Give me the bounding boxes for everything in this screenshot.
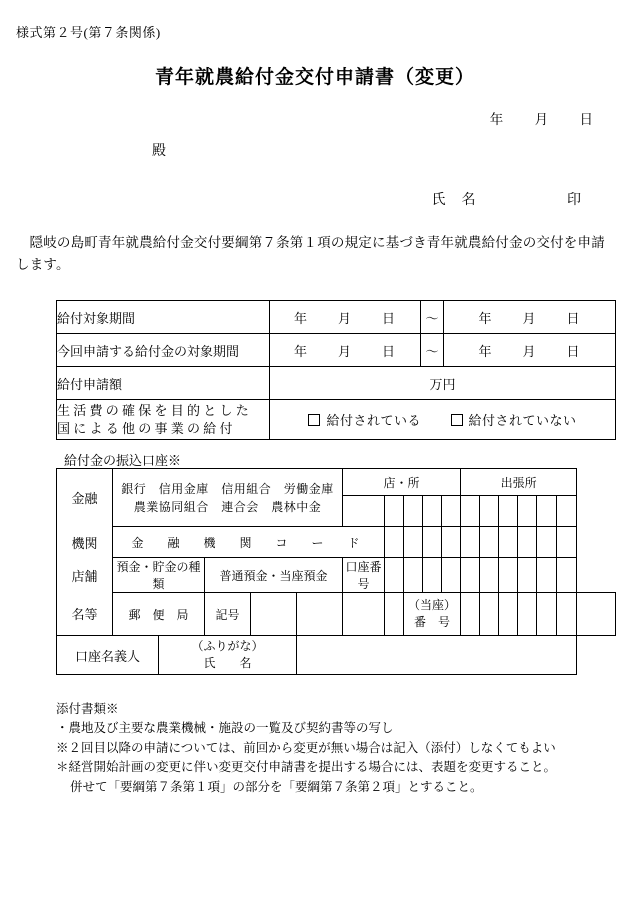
bank-vertical-label-3 xyxy=(57,558,113,593)
page-title: 青年就農給付金交付申請書（変更） xyxy=(154,67,475,88)
deposit-kind-label: 預金・貯金の種類 xyxy=(113,558,205,593)
application-statement: 隠岐の島町青年就農給付金交付要綱第７条第１項の規定に基づき青年就農給付金の交付を申請します。 xyxy=(16,235,605,272)
checkbox-granted[interactable] xyxy=(308,414,320,426)
other-benefit-options xyxy=(270,400,616,440)
to-month: 月 xyxy=(522,343,537,359)
symbol-cell[interactable] xyxy=(251,593,297,636)
toza-number-cell[interactable] xyxy=(518,593,537,636)
account-no-cell[interactable] xyxy=(461,558,480,593)
symbol-cell[interactable] xyxy=(297,593,343,636)
bank-vertical-label-2 xyxy=(57,527,113,558)
bank-label-kikan: 機関 xyxy=(71,535,98,551)
branch-office-cell[interactable] xyxy=(518,496,537,527)
table-row xyxy=(57,593,616,636)
to-day: 日 xyxy=(566,343,581,359)
label-granted: 給付されている xyxy=(326,413,421,429)
row-label-amount: 給付申請額 xyxy=(57,367,270,400)
branch-cell[interactable] xyxy=(385,496,404,527)
addressee-label: 殿 xyxy=(152,144,166,159)
bank-code-cell[interactable] xyxy=(557,527,577,558)
toza-number-cell[interactable] xyxy=(577,593,616,636)
branch-cell[interactable] xyxy=(442,496,461,527)
bank-account-table xyxy=(56,468,616,675)
toza-line1: （当座） xyxy=(408,597,457,612)
toza-number-cell[interactable] xyxy=(480,593,499,636)
to-day: 日 xyxy=(566,310,581,326)
notes-section xyxy=(56,700,622,797)
account-no-cell[interactable] xyxy=(385,558,404,593)
bank-code-cell[interactable] xyxy=(499,527,518,558)
to-year: 年 xyxy=(478,310,493,326)
table-row xyxy=(57,367,616,400)
account-no-cell[interactable] xyxy=(499,558,518,593)
bank-label-kinyu: 金融 xyxy=(71,491,98,507)
table-row xyxy=(57,527,616,558)
name-label: 氏 名 xyxy=(431,193,477,208)
checkbox-not-granted[interactable] xyxy=(451,414,463,426)
holder-label: 口座名義人 xyxy=(57,636,159,675)
toza-number-cell[interactable] xyxy=(537,593,557,636)
from-month: 月 xyxy=(337,310,352,326)
post-office-label: 郵 便 局 xyxy=(113,593,205,636)
holder-name-text: 氏 名 xyxy=(203,656,252,670)
to-year: 年 xyxy=(478,343,493,359)
from-day: 日 xyxy=(382,343,397,359)
branch-office-cell[interactable] xyxy=(480,496,499,527)
account-no-cell[interactable] xyxy=(557,558,577,593)
toza-number-cell[interactable] xyxy=(557,593,577,636)
row-label-current-period: 今回申請する給付金の対象期間 xyxy=(57,334,270,367)
bank-code-cell[interactable] xyxy=(385,527,404,558)
bank-kinds-line1: 銀行 信用金庫 信用組合 労働金庫 xyxy=(121,481,334,496)
branch-cell[interactable] xyxy=(404,496,423,527)
bank-vertical-label-1 xyxy=(57,469,113,527)
bank-code-cell[interactable] xyxy=(442,527,461,558)
account-no-cell[interactable] xyxy=(518,558,537,593)
notes-line-4: 併せて「要綱第７条第１項」の部分を「要綱第７条第２項」とすること。 xyxy=(70,779,483,794)
from-year: 年 xyxy=(293,343,308,359)
toza-number-cell[interactable] xyxy=(461,593,480,636)
amount-value: 万円 xyxy=(270,367,616,400)
table-row xyxy=(57,558,616,593)
toza-line2: 番 号 xyxy=(414,615,451,629)
form-number: 様式第２号(第７条関係) xyxy=(16,25,161,40)
branch-office-header: 出張所 xyxy=(461,469,577,496)
bank-label-meito: 名等 xyxy=(71,607,98,623)
bank-vertical-label-4 xyxy=(57,593,113,636)
date-year: 年 xyxy=(489,112,505,127)
notes-line-3: ＊経営開始計画の変更に伴い変更交付申請書を提出する場合には、表題を変更すること。 xyxy=(56,760,557,775)
table-row xyxy=(57,400,616,440)
row-label-other-benefit xyxy=(57,400,270,440)
account-no-cell[interactable] xyxy=(537,558,557,593)
target-period-to xyxy=(444,301,616,334)
bank-kinds-line2: 農業協同組合 連合会 農林中金 xyxy=(133,499,322,514)
symbol-cell[interactable] xyxy=(385,593,404,636)
toza-number-label xyxy=(404,593,461,636)
symbol-cell[interactable] xyxy=(343,593,385,636)
branch-office-cell[interactable] xyxy=(537,496,557,527)
row-label-target-period: 給付対象期間 xyxy=(57,301,270,334)
current-period-to xyxy=(444,334,616,367)
other-benefit-line1: 生 活 費 の 確 保 を 目 的 と し た xyxy=(57,403,249,418)
bank-code-cell[interactable] xyxy=(423,527,442,558)
account-no-cell[interactable] xyxy=(480,558,499,593)
from-day: 日 xyxy=(382,310,397,326)
symbol-label: 記号 xyxy=(205,593,251,636)
branch-office-cell[interactable] xyxy=(461,496,480,527)
seal-label: 印 xyxy=(567,193,582,208)
date-day: 日 xyxy=(579,112,594,127)
bank-code-cell[interactable] xyxy=(518,527,537,558)
application-details-table xyxy=(56,300,616,440)
bank-label-tenpo: 店舗 xyxy=(71,568,98,584)
table-row xyxy=(57,334,616,367)
label-not-granted: 給付されていない xyxy=(468,413,577,429)
branch-cell[interactable] xyxy=(343,496,385,527)
applicant-name-line xyxy=(0,189,630,209)
account-no-cell[interactable] xyxy=(442,558,461,593)
bank-code-label: 金 融 機 関 コ ー ド xyxy=(113,527,385,558)
account-no-cell[interactable] xyxy=(404,558,423,593)
bank-code-cell[interactable] xyxy=(537,527,557,558)
table-row xyxy=(57,469,616,496)
branch-cell[interactable] xyxy=(423,496,442,527)
from-month: 月 xyxy=(337,343,352,359)
date-line xyxy=(0,108,630,128)
from-year: 年 xyxy=(293,310,308,326)
notes-title: 添付書類※ xyxy=(56,702,119,716)
bank-kind-list xyxy=(113,469,343,527)
bank-code-cell[interactable] xyxy=(461,527,480,558)
period-tilde: 〜 xyxy=(421,301,444,334)
bank-section-caption: 給付金の振込口座※ xyxy=(64,453,182,468)
other-benefit-line2: 国 に よ る 他 の 事 業 の 給 付 xyxy=(57,420,233,436)
account-no-label: 口座番号 xyxy=(343,558,385,593)
branch-header: 店・所 xyxy=(343,469,461,496)
current-period-from xyxy=(270,334,421,367)
bank-code-cell[interactable] xyxy=(404,527,423,558)
account-no-cell[interactable] xyxy=(423,558,442,593)
to-month: 月 xyxy=(522,310,537,326)
target-period-from xyxy=(270,301,421,334)
table-row xyxy=(57,301,616,334)
date-month: 月 xyxy=(534,112,550,127)
furigana-label: （ふりがな） xyxy=(191,638,264,653)
bank-code-cell[interactable] xyxy=(480,527,499,558)
holder-name-label xyxy=(159,636,297,675)
branch-office-cell[interactable] xyxy=(557,496,577,527)
branch-office-cell[interactable] xyxy=(499,496,518,527)
notes-line-2: ※２回目以降の申請については、前回から変更が無い場合は記入（添付）しなくてもよい xyxy=(56,740,556,755)
holder-name-field[interactable] xyxy=(297,636,577,675)
deposit-types: 普通預金・当座預金 xyxy=(205,558,343,593)
table-row xyxy=(57,636,616,675)
notes-line-1: ・農地及び主要な農業機械・施設の一覧及び契約書等の写し xyxy=(56,721,394,736)
toza-number-cell[interactable] xyxy=(499,593,518,636)
period-tilde: 〜 xyxy=(421,334,444,367)
